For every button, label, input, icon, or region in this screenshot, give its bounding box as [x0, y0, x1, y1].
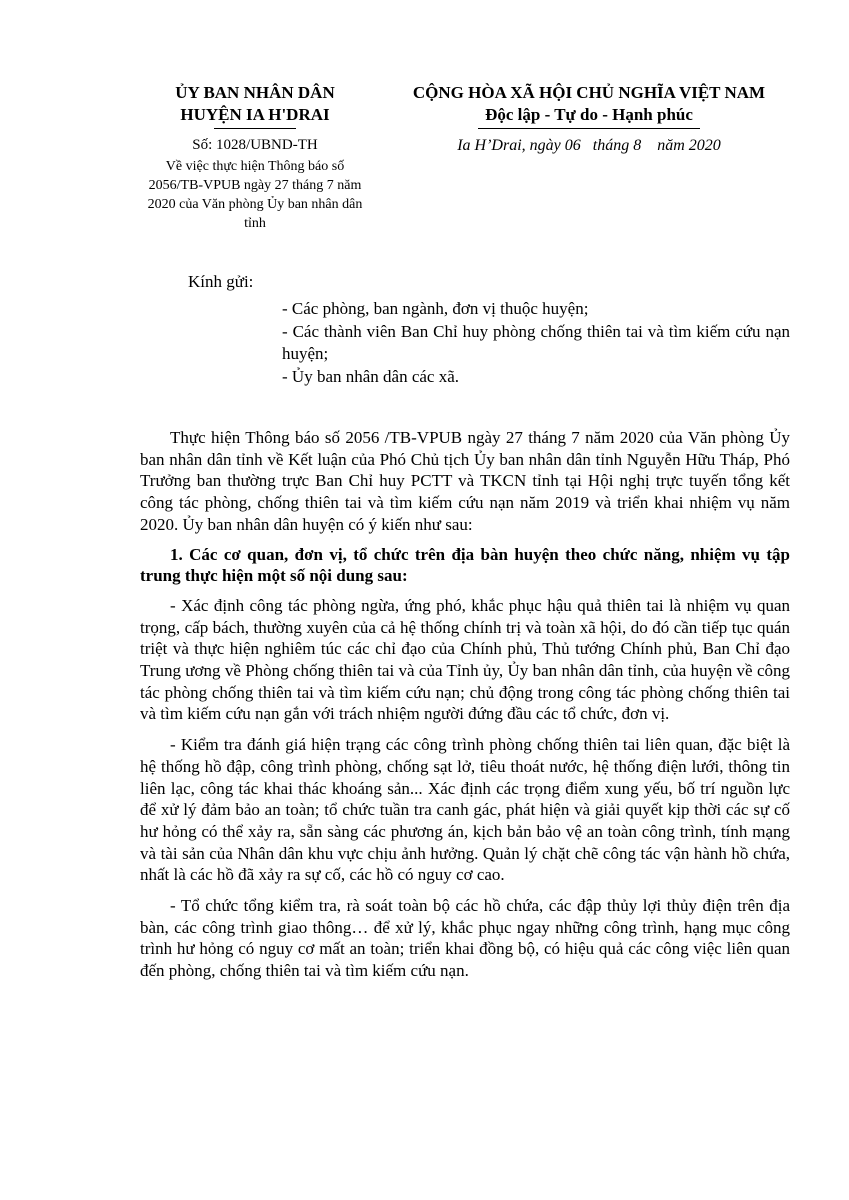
- body-paragraph: - Xác định công tác phòng ngừa, ứng phó, khắc phục hậu quả thiên tai là nhiệm vụ quan trọng, cấp bách, thường xuyên của cả hệ thống chính trị và toàn xã hội, do đó cần tiếp tục quán triệt và thực hiện nghiêm túc các chỉ đạo của Chính phủ, Thủ tướng Chính phủ, Ban Chỉ đạo Trung ương về Phòng chống thiên tai và của Tỉnh ủy, Ủy ban nhân dân tỉnh, của huyện về công tác phòng chống thiên tai và tìm kiếm cứu nạn; chủ động trong công tác phòng chống thiên tai và tìm kiếm cứu nạn gắn với trách nhiệm người đứng đầu các tổ chức, đơn vị.: [140, 595, 790, 724]
- date-place: Ia H’Drai, ngày: [457, 137, 561, 154]
- intro-paragraph: Thực hiện Thông báo số 2056 /TB-VPUB ngày 27 tháng 7 năm 2020 của Văn phòng Ủy ban nhân dân tỉnh về Kết luận của Phó Chủ tịch Ủy ban nhân dân tỉnh Nguyễn Hữu Tháp, Phó Trưởng ban thường trực Ban Chỉ huy PCTT và TKCN tỉnh tại Hội nghị trực tuyến tổng kết công tác phòng, chống thiên tai và tìm kiếm cứu nạn năm 2019 và triển khai nhiệm vụ năm 2020. Ủy ban nhân dân huyện có ý kiến như sau:: [140, 428, 790, 534]
- recipient-item: - Các thành viên Ban Chỉ huy phòng chống thiên tai và tìm kiếm cứu nạn huyện;: [282, 322, 790, 363]
- recipient-item: - Ủy ban nhân dân các xã.: [282, 367, 460, 386]
- date-year: 2020: [688, 137, 721, 154]
- national-header: [384, 82, 794, 157]
- body-paragraph: - Kiểm tra đánh giá hiện trạng các công trình phòng chống thiên tai liên quan, đặc biệt là hệ thống hồ đập, công trình phòng, chống sạt lở, tiêu thoát nước, hệ thống điện lưới, thông tin liên lạc, công tác khai thác khoáng sản... Xác định các trọng điểm xung yếu, bố trí nguồn lực để xử lý đảm bảo an toàn; tổ chức tuần tra canh gác, phát hiện và giải quyết kịp thời các sự cố hư hỏng có thể xảy ra, sẵn sàng các phương án, kịch bản bảo vệ an toàn công trình, tính mạng và tài sản của Nhân dân khu vực chịu ảnh hưởng. Quản lý chặt chẽ công tác vận hành hồ chứa, nhất là các hồ đã xảy ra sự cố, các hồ có nguy cơ cao.: [140, 735, 790, 885]
- document-date: [384, 135, 794, 157]
- issuer-underline: [214, 128, 296, 129]
- nation-title: CỘNG HÒA XÃ HỘI CHỦ NGHĨA VIỆT NAM: [412, 83, 766, 102]
- national-motto: Độc lập - Tự do - Hạnh phúc: [485, 105, 693, 124]
- issuer-org-line2: HUYỆN IA H'DRAI: [180, 105, 330, 124]
- date-year-label: năm: [657, 137, 685, 154]
- recipient-list: [282, 298, 790, 389]
- date-day: 06: [564, 137, 581, 154]
- issuer-block: [140, 82, 370, 233]
- document-body: [140, 427, 790, 982]
- date-month-label: tháng: [592, 137, 630, 154]
- document-number: Số: 1028/UBND-TH: [192, 137, 318, 153]
- greeting: Kính gửi:: [188, 272, 254, 291]
- motto-underline: [478, 128, 700, 129]
- body-paragraph: - Tổ chức tổng kiểm tra, rà soát toàn bộ các hồ chứa, các đập thủy lợi thủy điện trên địa bàn, các công trình giao thông… để xử lý, khắc phục ngay những công trình, hạng mục công trình hư hỏng có nguy cơ mất an toàn; triển khai đồng bộ, có hiệu quả các công việc liên quan đến phòng, chống thiên tai và tìm kiếm cứu nạn.: [140, 896, 790, 981]
- document-subject: Về việc thực hiện Thông báo số 2056/TB-VPUB ngày 27 tháng 7 năm 2020 của Văn phòng Ủy ban nhân dân tỉnh: [147, 159, 363, 231]
- issuer-org-line1: ỦY BAN NHÂN DÂN: [175, 83, 335, 102]
- section-1-heading: 1. Các cơ quan, đơn vị, tổ chức trên địa bàn huyện theo chức năng, nhiệm vụ tập trung thực hiện một số nội dung sau:: [140, 544, 790, 586]
- date-month: 8: [633, 137, 642, 154]
- recipient-item: - Các phòng, ban ngành, đơn vị thuộc huyện;: [282, 299, 589, 318]
